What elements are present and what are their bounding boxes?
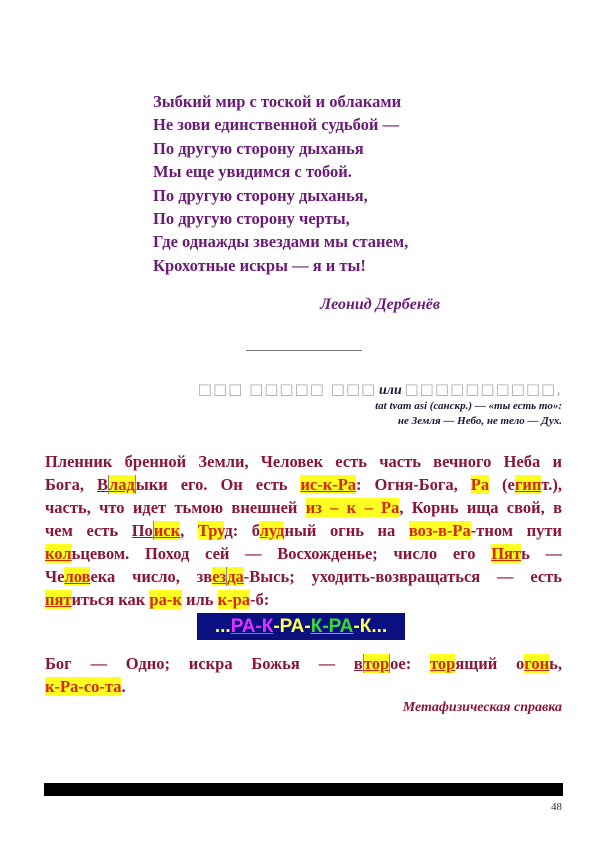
banner-segment: РА-К [230,616,274,637]
paragraph-main [45,450,562,611]
epigraph-line: не Земля — Небо, не тело — Дух. [397,415,562,427]
highlighted-text: к-Ра-со-та [45,677,122,696]
paragraph-line [45,496,562,519]
banner-segment: -РА- [273,616,311,637]
page-number: 48 [551,801,562,813]
divider [246,350,362,351]
highlighted-text: Пят [491,544,522,563]
highlighted-text: воз-в-Ра [408,521,471,540]
highlighted-text: кол [45,544,72,563]
highlighted-text: из – к – Ра [305,498,400,517]
text-run: Че [45,567,65,586]
text-run: , Корнь ища свой, в [399,498,562,517]
highlighted-text: луд [259,521,285,540]
text-run: ящий о [455,654,525,673]
highlighted-text: ис-к-Ра [300,475,357,494]
text-run: ный огнь на [284,521,409,540]
paragraph-line [45,588,562,611]
text-run: ое: [390,654,431,673]
highlighted-text: Тру [197,521,225,540]
poem-line: Зыбкий мир с тоской и облаками [153,92,402,111]
text-run: иться как [71,590,150,609]
text-run: в [353,654,363,673]
missing-glyphs: □□□ □□□□□ □□□ [197,380,377,398]
highlighted-text: тор [363,654,390,673]
text-run: Бога, [45,475,97,494]
text-run: ека число, зв [90,567,213,586]
text-run: Бог — Одно; искра Божья — [45,654,354,673]
highlighted-text: иск [153,521,181,540]
footer-bar [44,783,563,796]
text-run: : Огня-Бога, [356,475,471,494]
highlighted-text: пят [45,590,72,609]
highlighted-text: гип [514,475,542,494]
text-run: , [180,521,198,540]
poem-line: Где однажды звездами мы станем, [153,232,409,252]
poem-line: По другую сторону дыханья [153,138,364,158]
text-run: ыки его. Он есть [135,475,301,494]
text-run: В [96,475,108,494]
poem-line: По другую сторону дыханья, [153,185,368,205]
text-run: ь, [549,654,562,673]
text-run: иль [181,590,218,609]
poem [153,90,408,277]
text-run: Пленник бренной Земли, Человек есть часть вечного Неба и [45,452,562,471]
epigraph-line: tat tvam asi (санскр.) — «ты есть то»: [375,400,562,412]
highlighted-text: Ра [470,475,490,494]
highlighted-text: гон [524,654,550,673]
text-run: часть, что идет тьмою внешней [45,498,306,517]
highlighted-text: тор [430,654,456,673]
poem-author: Леонид Дербенёв [320,296,440,313]
paragraph-line [45,675,562,698]
paragraph-line [45,565,562,588]
epigraph-or: или [378,383,402,398]
highlighted-text: ра-к [149,590,182,609]
poem-line: Мы еще увидимся с тобой. [153,162,352,182]
text-run: т.), [541,475,562,494]
paragraph-line [45,450,562,473]
paragraph-line [45,542,562,565]
highlighted-text: лов [64,567,91,586]
text-run: ьцевом. Поход сей — Восхожденье; число его [71,544,492,563]
text-run: -Высь; уходить-возвращаться — есть [243,567,563,586]
missing-glyphs: □□□□□□□□□□, [404,380,562,398]
paragraph-line [45,473,562,496]
text-run: д: б [224,521,260,540]
highlighted-text: лад [109,475,135,494]
text-run: ь — [521,544,562,563]
text-run: -б: [250,590,270,609]
poem-line: Крохотные искры — я и ты! [153,255,366,275]
highlighted-text: ез [212,567,227,586]
text-run: . [121,677,126,696]
poem-line: По другую сторону черты, [153,209,350,229]
paragraph-line [45,519,562,542]
highlighted-text: к-ра [217,590,251,609]
banner-segment: -К... [353,616,388,637]
paragraph-closing [45,652,562,698]
text-run: -тном пути [470,521,562,540]
text-run: (е [489,475,515,494]
rak-banner [197,613,405,640]
poem-line: Не зови единственной судьбой — [153,115,400,135]
highlighted-text: да [227,567,244,586]
epigraph [198,382,562,429]
text-run: По [131,521,153,540]
banner-segment: ... [214,616,231,637]
text-run: чем есть [45,521,132,540]
signature: Метафизическая справка [402,700,562,715]
paragraph-line [45,652,562,675]
banner-segment: К-РА [310,616,354,637]
